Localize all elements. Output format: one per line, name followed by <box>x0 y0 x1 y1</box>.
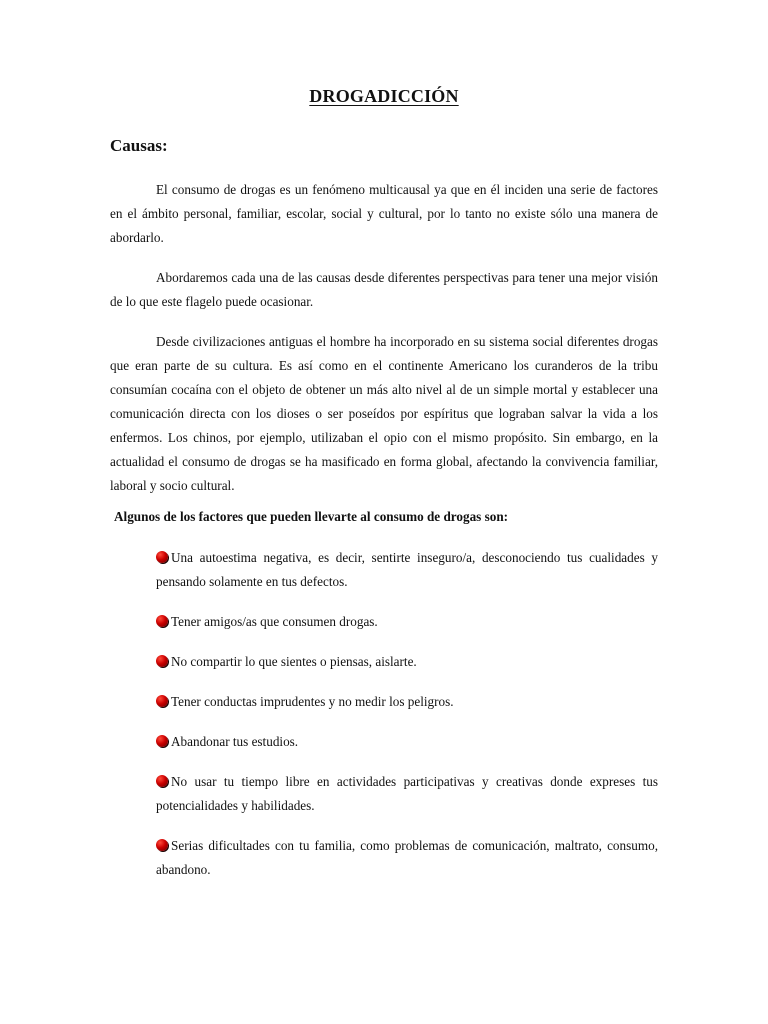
red-ball-bullet-icon <box>156 839 168 851</box>
red-ball-bullet-icon <box>156 735 168 747</box>
section-heading-causas: Causas: <box>110 136 168 155</box>
red-ball-bullet-icon <box>156 551 168 563</box>
red-ball-bullet-icon <box>156 615 168 627</box>
list-item-text: Tener conductas imprudentes y no medir los peligros. <box>171 694 454 709</box>
list-item-text: Serias dificultades con tu familia, como problemas de comunicación, maltrato, consumo, abandono. <box>156 838 658 877</box>
red-ball-bullet-icon <box>156 655 168 667</box>
list-item-text: Una autoestima negativa, es decir, sentirte inseguro/a, desconociendo tus cualidades y pensando solamente en tus defectos. <box>156 550 658 589</box>
list-item <box>156 730 658 754</box>
list-item-text: Abandonar tus estudios. <box>171 734 299 749</box>
list-item <box>156 834 658 882</box>
list-item <box>156 610 658 634</box>
factors-heading: Algunos de los factores que pueden llevarte al consumo de drogas son: <box>114 509 509 524</box>
red-ball-bullet-icon <box>156 695 168 707</box>
paragraph: El consumo de drogas es un fenómeno multicausal ya que en él inciden una serie de factores en el ámbito personal, familiar, escolar, social y cultural, por lo tanto no existe sólo una manera de abordarlo. <box>110 182 658 245</box>
list-item <box>156 690 658 714</box>
list-item <box>156 650 658 674</box>
list-item <box>156 770 658 818</box>
list-item <box>156 546 658 594</box>
paragraph: Abordaremos cada una de las causas desde diferentes perspectivas para tener una mejor visión de lo que este flagelo puede ocasionar. <box>110 270 658 309</box>
list-item-text: No usar tu tiempo libre en actividades participativas y creativas donde expreses tus potencialidades y habilidades. <box>156 774 658 813</box>
paragraph: Desde civilizaciones antiguas el hombre ha incorporado en su sistema social diferentes drogas que eran parte de su cultura. Es así como en el continente Americano los curanderos de la tribu consumían cocaína con el objeto de obtener un más alto nivel al de un simple mortal y establecer una comunicación directa con los dioses o ser poseídos por espíritus que lograban salvar la vida a los enfermos. Los chinos, por ejemplo, utilizaban el opio con el mismo propósito. Sin embargo, en la actualidad el consumo de drogas se ha masificado en forma global, afectando la convivencia familiar, laboral y socio cultural. <box>110 334 658 493</box>
red-ball-bullet-icon <box>156 775 168 787</box>
list-item-text: No compartir lo que sientes o piensas, aislarte. <box>171 654 417 669</box>
document-title: DROGADICCIÓN <box>309 86 459 106</box>
list-item-text: Tener amigos/as que consumen drogas. <box>171 614 378 629</box>
